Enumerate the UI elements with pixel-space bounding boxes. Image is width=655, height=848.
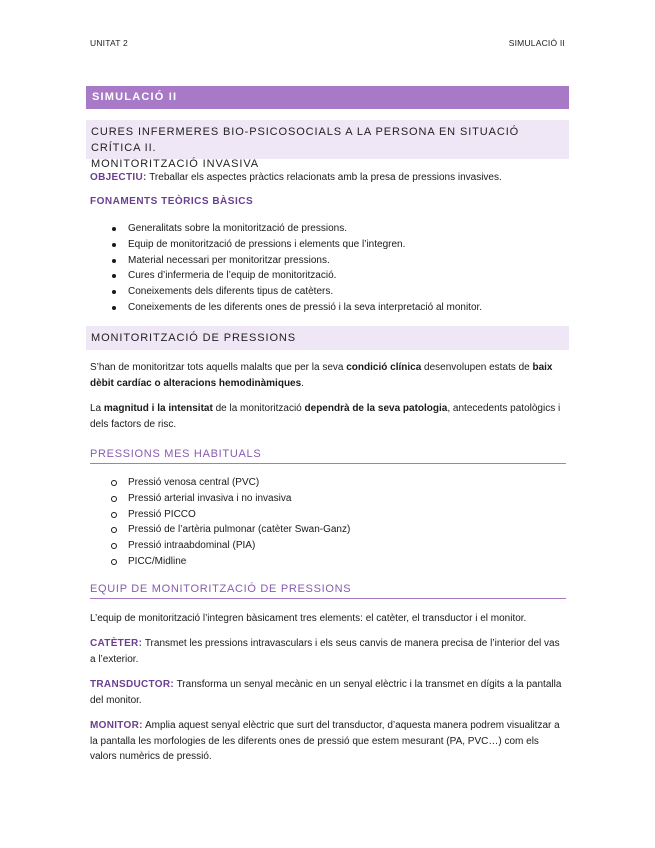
fonaments-heading: FONAMENTS TEÒRICS BÀSICS [90,196,254,207]
subtitle-band [86,120,569,170]
list-item: Pressió PICCO [110,507,350,523]
monitor-label: MONITOR: [90,720,143,731]
monitoritzacio-band [86,326,569,350]
objective-paragraph [90,170,562,186]
subtitle-line-1: CURES INFERMERES BIO-PSICOSOCIALS A LA PERSONA EN SITUACIÓ CRÍTICA II. [91,126,520,154]
monitoritzacio-paragraph-1 [90,360,562,391]
page-title: SIMULACIÓ II [86,86,569,109]
list-item: Pressió de l’artèria pulmonar (catèter Swan-Ganz) [110,522,350,538]
text-run: S’han de monitoritzar tots aquells malalts que per la seva [90,362,347,373]
pressions-heading: PRESSIONS MES HABITUALS [90,448,566,464]
list-item: Generalitats sobre la monitorització de pressions. [110,221,482,237]
equip-heading: EQUIP DE MONITORITZACIÓ DE PRESSIONS [90,583,566,599]
transductor-label: TRANSDUCTOR: [90,679,174,690]
list-item: Coneixements de les diferents ones de pressió i la seva interpretació al monitor. [110,300,482,316]
list-item: Pressió venosa central (PVC) [110,475,350,491]
text-run: desenvolupen estats de [421,362,533,373]
text-run: de la monitorització [212,403,305,414]
monitoritzacio-paragraph-2 [90,401,562,432]
cateter-paragraph [90,636,562,667]
list-item: Equip de monitorització de pressions i elements que l’integren. [110,237,482,253]
monitoritzacio-heading: MONITORITZACIÓ DE PRESSIONS [91,332,297,344]
header-unit: UNITAT 2 [90,38,128,48]
text-run-bold: magnitud i la intensitat [103,403,213,414]
text-run: , antecedents patològics i dels factors de risc. [90,403,561,430]
monitor-paragraph [90,718,562,765]
fonaments-list [110,221,482,316]
text-run: La [90,403,104,414]
equip-intro: L’equip de monitorització l’integren bàsicament tres elements: el catèter, el transductor i el monitor. [90,613,527,624]
list-item: Coneixements dels diferents tipus de catèters. [110,284,482,300]
subtitle-line-2: MONITORITZACIÓ INVASIVA [91,158,259,170]
transductor-text: Transforma un senyal mecànic en un senyal elèctric i la transmet en dígits a la pantalla del monitor. [90,679,562,706]
text-run: . [301,377,304,389]
list-item: Material necessari per monitoritzar pressions. [110,253,482,269]
cateter-label: CATÈTER: [90,638,143,649]
list-item: Pressió intraabdominal (PIA) [110,538,350,554]
list-item: Pressió arterial invasiva i no invasiva [110,491,350,507]
pressions-list [110,475,350,570]
transductor-paragraph [90,677,562,708]
objective-label: OBJECTIU: [90,172,147,183]
list-item: PICC/Midline [110,554,350,570]
text-run-bold: dependrà de la seva patologia [304,403,448,414]
list-item: Cures d’infermeria de l’equip de monitorització. [110,268,482,284]
monitor-text: Amplia aquest senyal elèctric que surt del transductor, d’aquesta manera podrem visualitzar a la pantalla les morfologies de les diferents ones de pressió que estem mesurant (PA, PVC…) com els valors numèrics de pressió. [90,720,560,762]
header-section: SIMULACIÓ II [508,38,565,48]
cateter-text: Transmet les pressions intravasculars i els seus canvis de manera precisa de l’interior del vas a l’exterior. [90,638,560,665]
text-run-bold: condició clínica [346,362,422,373]
text-run-bold: baix dèbit cardíac o alteracions hemodinàmiques [90,362,553,389]
objective-text: Treballar els aspectes pràctics relacionats amb la presa de pressions invasives. [146,172,502,183]
